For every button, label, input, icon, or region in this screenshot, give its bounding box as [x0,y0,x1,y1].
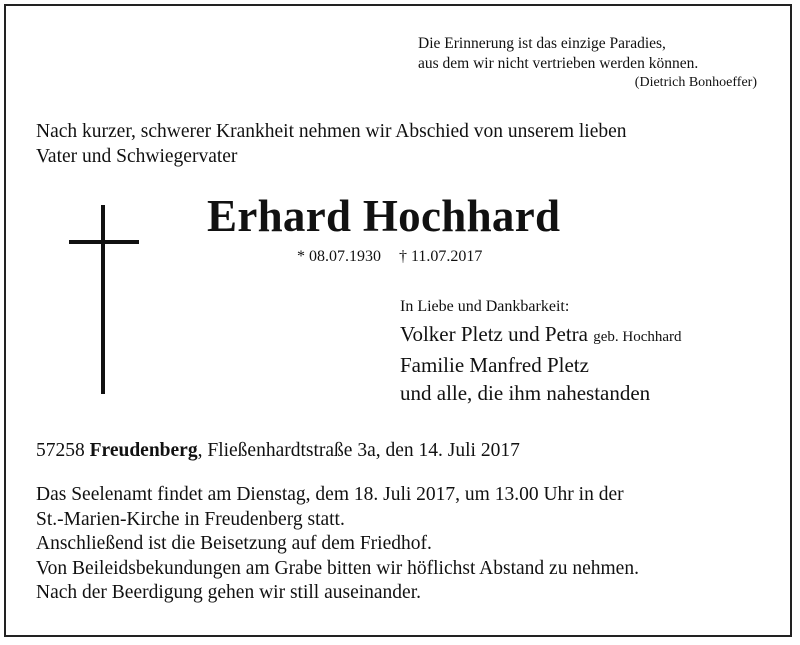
mourner-line-2: Familie Manfred Pletz [400,353,589,377]
death-date: † 11.07.2017 [399,248,483,265]
cross-horizontal-bar [69,240,139,244]
intro-text [36,119,627,169]
quote-line-2: aus dem wir nicht vertrieben werden können. [418,55,699,72]
mourner-name-1: Volker Pletz und Petra [400,322,588,346]
life-dates [297,247,496,267]
mourners-block [400,296,682,407]
intro-line-2: Vater und Schwiegervater [36,146,238,167]
birth-date: * 08.07.1930 [297,248,381,265]
mourner-line-1 [400,320,682,351]
service-line-2: St.-Marien-Kirche in Freudenberg statt. [36,508,345,530]
mourner-birth-name: geb. Hochhard [593,329,682,345]
quote-author: (Dietrich Bonhoeffer) [634,75,757,90]
cross-icon [69,205,141,395]
place-date-line [36,438,520,464]
service-line-1: Das Seelenamt findet am Dienstag, dem 18. Juli 2017, um 13.00 Uhr in der [36,484,624,505]
postal-code: 57258 [36,440,85,461]
city-name: Freudenberg [89,440,198,461]
intro-line-1: Nach kurzer, schwerer Krankheit nehmen wir Abschied von unserem lieben [36,121,627,142]
quote-line-1: Die Erinnerung ist das einzige Paradies, [418,35,666,52]
mourners-lead: In Liebe und Dankbarkeit: [400,298,570,315]
deceased-name: Erhard Hochhard [207,191,561,241]
address-and-date: , Fließenhardtstraße 3a, den 14. Juli 2017 [197,440,520,461]
mourner-line-3: und alle, die ihm nahestanden [400,381,651,405]
service-line-4: Von Beileidsbekundungen am Grabe bitten wir höflichst Abstand zu nehmen. [36,557,639,579]
epigraph-quote [418,34,763,92]
service-line-3: Anschließend ist die Beisetzung auf dem Friedhof. [36,533,432,555]
service-info [36,483,639,606]
cross-vertical-bar [101,205,105,394]
service-line-5: Nach der Beerdigung gehen wir still auseinander. [36,582,422,604]
